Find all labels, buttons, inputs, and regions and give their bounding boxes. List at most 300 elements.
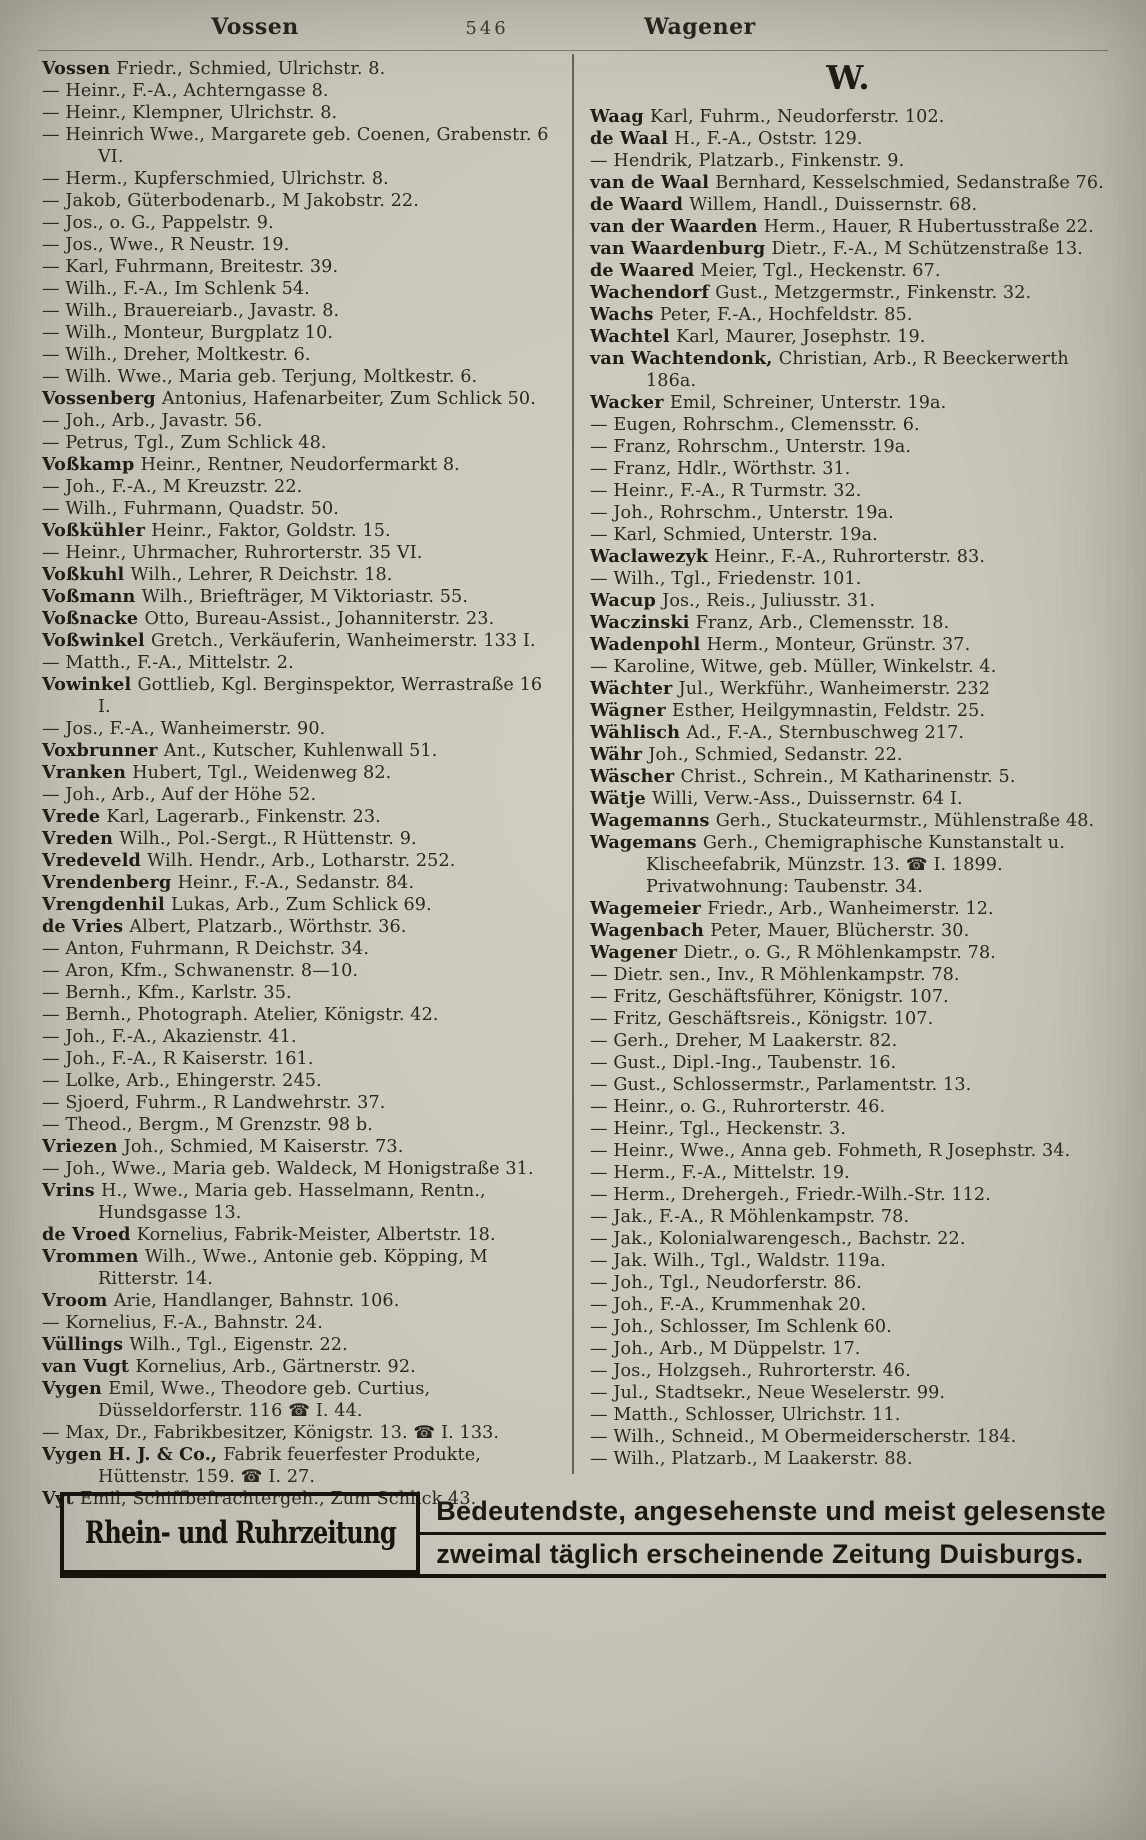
entry-details: H., F.-A., Oststr. 129. — [674, 129, 863, 149]
directory-entry — [42, 256, 556, 278]
entry-details: — Jak., Kolonialwarengesch., Bachstr. 22. — [590, 1229, 966, 1249]
entry-details: — Matth., Schlosser, Ulrichstr. 11. — [590, 1405, 901, 1425]
entry-details: — Wilh., Brauereiarb., Javastr. 8. — [42, 301, 340, 321]
entry-surname: Wagemeier — [590, 898, 708, 919]
directory-entry — [42, 740, 556, 762]
directory-entry — [590, 1096, 1106, 1118]
directory-entry — [590, 238, 1106, 260]
directory-entry — [590, 1162, 1106, 1184]
directory-entry — [42, 916, 556, 938]
entry-details: Jul., Werkführ., Wanheimerstr. 232 — [678, 679, 990, 699]
entry-surname: Vredeveld — [42, 850, 148, 871]
entry-surname: Vrengdenhil — [42, 894, 171, 915]
directory-entry — [42, 1004, 556, 1026]
entry-surname: Voxbrunner — [42, 740, 164, 761]
section-letter: W. — [826, 58, 870, 97]
entry-details: — Heinrich Wwe., Margarete geb. Coenen, Grabenstr. 6 VI. — [42, 125, 549, 167]
entry-details: — Joh., Wwe., Maria geb. Waldeck, M Honigstraße 31. — [42, 1159, 534, 1179]
directory-entry — [42, 1356, 556, 1378]
directory-entry — [590, 194, 1106, 216]
directory-entry — [42, 1180, 556, 1224]
directory-entry — [590, 1008, 1106, 1030]
directory-entry — [590, 1360, 1106, 1382]
entry-surname: Wägner — [590, 700, 673, 721]
entry-details: Albert, Platzarb., Wörthstr. 36. — [129, 917, 407, 937]
header-right-catchword: Wagener — [644, 14, 756, 40]
entry-details: Dietr., o. G., R Möhlenkampstr. 78. — [683, 943, 996, 963]
entry-details: Emil, Schreiner, Unterstr. 19a. — [669, 393, 947, 413]
entry-details: — Jul., Stadtsekr., Neue Weselerstr. 99. — [590, 1383, 946, 1403]
directory-entry — [42, 366, 556, 388]
entry-surname: Voßmann — [42, 586, 142, 607]
entry-details: — Wilh., Monteur, Burgplatz 10. — [42, 323, 334, 343]
entry-surname: Vroom — [42, 1290, 114, 1311]
entry-details: Gottlieb, Kgl. Berginspektor, Werrastraße 16 I. — [98, 675, 543, 717]
entry-surname: Voßkühler — [42, 520, 152, 541]
entry-surname: Wacup — [590, 590, 663, 611]
entry-details: Peter, Mauer, Blücherstr. 30. — [710, 921, 970, 941]
directory-entry — [42, 872, 556, 894]
entry-details: — Wilh., Dreher, Moltkestr. 6. — [42, 345, 311, 365]
entry-details: — Sjoerd, Fuhrm., R Landwehrstr. 37. — [42, 1093, 386, 1113]
directory-entry — [590, 304, 1106, 326]
directory-entry — [42, 1114, 556, 1136]
entry-surname: Wagener — [590, 942, 684, 963]
entry-surname: Wachtel — [590, 326, 677, 347]
directory-entry — [42, 1026, 556, 1048]
entry-surname: Voßwinkel — [42, 630, 151, 651]
directory-entry — [42, 498, 556, 520]
entry-details: — Joh., F.-A., Akazienstr. 41. — [42, 1027, 297, 1047]
directory-entry — [590, 282, 1106, 304]
entry-surname: Vossen — [42, 58, 117, 79]
entry-details: Friedr., Arb., Wanheimerstr. 12. — [707, 899, 994, 919]
entry-details: — Herm., Drehergeh., Friedr.-Wilh.-Str. 112. — [590, 1185, 991, 1205]
entry-details: — Gust., Schlossermstr., Parlamentstr. 13. — [590, 1075, 972, 1095]
directory-entry — [590, 480, 1106, 502]
ad-line-2: zweimal täglich erscheinende Zeitung Duisburgs. — [436, 1538, 1084, 1569]
directory-entry — [42, 410, 556, 432]
entry-details: Dietr., F.-A., M Schützenstraße 13. — [771, 239, 1083, 259]
entry-details: — Franz, Hdlr., Wörthstr. 31. — [590, 459, 851, 479]
entry-details: Willi, Verw.-Ass., Duissernstr. 64 I. — [652, 789, 963, 809]
directory-entry — [590, 898, 1106, 920]
entry-details: Gust., Metzgermstr., Finkenstr. 32. — [715, 283, 1032, 303]
directory-entry — [42, 1378, 556, 1422]
entry-details: — Anton, Fuhrmann, R Deichstr. 34. — [42, 939, 370, 959]
entry-surname: Wadenpohl — [590, 634, 707, 655]
entry-details: Otto, Bureau-Assist., Johanniterstr. 23. — [144, 609, 495, 629]
directory-entry — [590, 348, 1106, 392]
entry-surname: de Waared — [590, 260, 701, 281]
directory-entry — [42, 608, 556, 630]
directory-entry — [42, 388, 556, 410]
entry-details: — Karl, Schmied, Unterstr. 19a. — [590, 525, 878, 545]
entry-details: Herm., Monteur, Grünstr. 37. — [706, 635, 971, 655]
entry-details: — Karl, Fuhrmann, Breitestr. 39. — [42, 257, 339, 277]
entry-surname: de Waard — [590, 194, 690, 215]
entry-details: — Kornelius, F.-A., Bahnstr. 24. — [42, 1313, 323, 1333]
entry-details: — Heinr., o. G., Ruhrorterstr. 46. — [590, 1097, 886, 1117]
directory-entry — [590, 150, 1106, 172]
ad-brand-name: Rhein- und Ruhrzeitung — [84, 1515, 396, 1551]
entry-details: Antonius, Hafenarbeiter, Zum Schlick 50. — [161, 389, 536, 409]
entry-surname: Waczinski — [590, 612, 696, 633]
directory-entry — [42, 1290, 556, 1312]
entry-details: — Karoline, Witwe, geb. Müller, Winkelstr. 4. — [590, 657, 997, 677]
directory-entry — [590, 216, 1106, 238]
directory-entry — [590, 1140, 1106, 1162]
entry-details: H., Wwe., Maria geb. Hasselmann, Rentn., Hundsgasse 13. — [98, 1181, 486, 1223]
entry-surname: Vrommen — [42, 1246, 145, 1267]
entry-details: Joh., Schmied, Sedanstr. 22. — [648, 745, 903, 765]
entry-details: — Jak., F.-A., R Möhlenkampstr. 78. — [590, 1207, 910, 1227]
entry-details: Esther, Heilgymnastin, Feldstr. 25. — [672, 701, 986, 721]
entry-details: Karl, Fuhrm., Neudorferstr. 102. — [649, 107, 945, 127]
directory-entry — [590, 414, 1106, 436]
entry-details: Emil, Schiffbefrachtergeh., Zum Schlick 43. — [79, 1489, 477, 1509]
directory-entry — [42, 344, 556, 366]
entry-details: Wilh., Pol.-Sergt., R Hüttenstr. 9. — [119, 829, 417, 849]
directory-entry — [42, 1136, 556, 1158]
entry-surname: Waag — [590, 106, 650, 127]
entry-surname: Vrendenberg — [42, 872, 178, 893]
directory-entry — [590, 106, 1106, 128]
entry-surname: Vygen — [42, 1378, 109, 1399]
directory-entry — [42, 102, 556, 124]
entry-details: Wilh. Hendr., Arb., Lotharstr. 252. — [147, 851, 456, 871]
directory-entry — [42, 1334, 556, 1356]
entry-details: Heinr., Faktor, Goldstr. 15. — [151, 521, 391, 541]
entry-details: Kornelius, Fabrik-Meister, Albertstr. 18. — [136, 1225, 496, 1245]
entry-details: — Jak. Wilh., Tgl., Waldstr. 119a. — [590, 1251, 886, 1271]
directory-entry — [590, 678, 1106, 700]
entry-surname: Vrins — [42, 1180, 102, 1201]
directory-entry — [590, 436, 1106, 458]
directory-entry — [42, 1048, 556, 1070]
entry-details: — Wilh., Fuhrmann, Quadstr. 50. — [42, 499, 339, 519]
directory-entry — [42, 1444, 556, 1488]
entry-details: Friedr., Schmied, Ulrichstr. 8. — [116, 59, 386, 79]
directory-entry — [42, 454, 556, 476]
entry-details: Ant., Kutscher, Kuhlenwall 51. — [163, 741, 438, 761]
entry-details: — Eugen, Rohrschm., Clemensstr. 6. — [590, 415, 920, 435]
entry-details: Wilh., Wwe., Antonie geb. Köpping, M Ritterstr. 14. — [98, 1247, 488, 1289]
directory-entry — [590, 1052, 1106, 1074]
directory-entry — [590, 1030, 1106, 1052]
entry-surname: van Waardenburg — [590, 238, 772, 259]
entry-details: — Fritz, Geschäftsreis., Königstr. 107. — [590, 1009, 934, 1029]
ad-brand-box — [60, 1492, 420, 1574]
directory-entry — [590, 1272, 1106, 1294]
entry-details: — Joh., Arb., Javastr. 56. — [42, 411, 263, 431]
directory-entry — [42, 1070, 556, 1092]
entry-details: Wilh., Tgl., Eigenstr. 22. — [129, 1335, 348, 1355]
entry-details: — Joh., Arb., Auf der Höhe 52. — [42, 785, 317, 805]
directory-entry — [42, 982, 556, 1004]
directory-entry — [590, 942, 1106, 964]
entry-details: Heinr., F.-A., Sedanstr. 84. — [177, 873, 415, 893]
right-column — [590, 58, 1106, 1470]
directory-entry — [590, 1404, 1106, 1426]
directory-entry — [42, 520, 556, 542]
entry-surname: de Waal — [590, 128, 675, 149]
header-left-catchword: Vossen — [211, 14, 299, 40]
entry-details: — Bernh., Photograph. Atelier, Königstr. 42. — [42, 1005, 439, 1025]
entry-surname: Wächter — [590, 678, 679, 699]
entry-details: — Bernh., Kfm., Karlstr. 35. — [42, 983, 292, 1003]
entry-details: Ad., F.-A., Sternbuschweg 217. — [686, 723, 965, 743]
entry-details: — Wilh., Tgl., Friedenstr. 101. — [590, 569, 862, 589]
entry-surname: Wagemans — [590, 832, 703, 853]
directory-entry — [590, 700, 1106, 722]
entry-details: Lukas, Arb., Zum Schlick 69. — [170, 895, 432, 915]
entry-details: — Heinr., Wwe., Anna geb. Fohmeth, R Josephstr. 34. — [590, 1141, 1071, 1161]
directory-entry — [590, 810, 1106, 832]
directory-entry — [42, 674, 556, 718]
entry-details: Gerh., Stuckateurmstr., Mühlenstraße 48. — [715, 811, 1095, 831]
entry-details: — Heinr., Klempner, Ulrichstr. 8. — [42, 103, 338, 123]
entry-details: Christian, Arb., R Beeckerwerth 186a. — [646, 349, 1069, 391]
entry-surname: Währ — [590, 744, 649, 765]
directory-entry — [590, 832, 1106, 898]
entry-surname: Wagenbach — [590, 920, 711, 941]
entry-details: Kornelius, Arb., Gärtnerstr. 92. — [135, 1357, 416, 1377]
directory-entry — [590, 1338, 1106, 1360]
entry-surname: Vossenberg — [42, 388, 162, 409]
directory-entry — [590, 502, 1106, 524]
directory-entry — [590, 1250, 1106, 1272]
directory-entry — [42, 960, 556, 982]
directory-entry — [590, 1206, 1106, 1228]
entry-details: Joh., Schmied, M Kaiserstr. 73. — [123, 1137, 404, 1157]
directory-entry — [42, 806, 556, 828]
directory-entry — [42, 1422, 556, 1444]
ad-text-block — [420, 1492, 1106, 1574]
entry-surname: Waclawezyk — [590, 546, 715, 567]
directory-entry — [590, 1426, 1106, 1448]
directory-entry — [42, 784, 556, 806]
directory-entry — [590, 458, 1106, 480]
entry-details: Herm., Hauer, R Hubertusstraße 22. — [763, 217, 1094, 237]
entry-details: Meier, Tgl., Heckenstr. 67. — [700, 261, 941, 281]
entry-surname: Voßkuhl — [42, 564, 131, 585]
entry-surname: Vowinkel — [42, 674, 138, 695]
entry-details: — Gust., Dipl.-Ing., Taubenstr. 16. — [590, 1053, 897, 1073]
directory-entry — [42, 80, 556, 102]
directory-entry — [42, 234, 556, 256]
entry-surname: Vrede — [42, 806, 107, 827]
directory-entry — [42, 212, 556, 234]
directory-entry — [590, 590, 1106, 612]
entry-surname: Wätje — [590, 788, 653, 809]
directory-entry — [590, 1184, 1106, 1206]
entry-details: — Petrus, Tgl., Zum Schlick 48. — [42, 433, 327, 453]
entry-details: Gerh., Chemigraphische Kunstanstalt u. Klischeefabrik, Münzstr. 13. ☎ I. 1899. Privatwohnung: Taubenstr. 34. — [646, 833, 1065, 897]
column-divider — [572, 54, 574, 1474]
directory-entry — [42, 1312, 556, 1334]
directory-entry — [590, 766, 1106, 788]
directory-entry — [590, 546, 1106, 568]
directory-entry — [42, 322, 556, 344]
directory-entry — [42, 894, 556, 916]
directory-entry — [590, 964, 1106, 986]
entry-surname: de Vries — [42, 916, 130, 937]
directory-entry — [590, 326, 1106, 348]
entry-details: — Jakob, Güterbodenarb., M Jakobstr. 22. — [42, 191, 419, 211]
entry-details: Arie, Handlanger, Bahnstr. 106. — [113, 1291, 400, 1311]
entry-details: Willem, Handl., Duissernstr. 68. — [689, 195, 978, 215]
directory-entry — [590, 128, 1106, 150]
entry-surname: Vranken — [42, 762, 133, 783]
entry-details: Hubert, Tgl., Weidenweg 82. — [132, 763, 392, 783]
entry-details: — Wilh., F.-A., Im Schlenk 54. — [42, 279, 310, 299]
entry-surname: Wachendorf — [590, 282, 716, 303]
directory-entry — [42, 718, 556, 740]
entry-surname: Wacker — [590, 392, 670, 413]
page-number: 546 — [465, 18, 509, 39]
directory-entry — [42, 300, 556, 322]
header-rule — [38, 50, 1108, 51]
directory-entry — [590, 1074, 1106, 1096]
entry-details: — Heinr., Uhrmacher, Ruhrorterstr. 35 VI. — [42, 543, 423, 563]
entry-details: — Herm., Kupferschmied, Ulrichstr. 8. — [42, 169, 389, 189]
entry-details: — Joh., Rohrschm., Unterstr. 19a. — [590, 503, 894, 523]
directory-entry — [590, 260, 1106, 282]
directory-entry — [42, 652, 556, 674]
entry-details: — Wilh., Schneid., M Obermeiderscherstr. 184. — [590, 1427, 1017, 1447]
entry-surname: Vyt — [42, 1488, 80, 1509]
directory-entry — [42, 762, 556, 784]
entry-surname: Wäscher — [590, 766, 681, 787]
directory-entry — [590, 1448, 1106, 1470]
entry-surname: Voßkamp — [42, 454, 141, 475]
entry-details: — Theod., Bergm., M Grenzstr. 98 b. — [42, 1115, 373, 1135]
entry-details: — Joh., Schlosser, Im Schlenk 60. — [590, 1317, 892, 1337]
entry-details: — Lolke, Arb., Ehingerstr. 245. — [42, 1071, 322, 1091]
directory-entry — [590, 1382, 1106, 1404]
directory-entry — [42, 58, 556, 80]
entry-surname: de Vroed — [42, 1224, 137, 1245]
directory-entry — [590, 524, 1106, 546]
entry-details: Wilh., Lehrer, R Deichstr. 18. — [130, 565, 393, 585]
directory-entry — [42, 190, 556, 212]
directory-entry — [42, 476, 556, 498]
directory-entry — [42, 1224, 556, 1246]
entry-details: Heinr., Rentner, Neudorfermarkt 8. — [140, 455, 460, 475]
entry-details: — Wilh. Wwe., Maria geb. Terjung, Moltkestr. 6. — [42, 367, 478, 387]
directory-entry — [42, 278, 556, 300]
ad-line-1: Bedeutendste, angesehenste und meist gelesenste — [420, 1492, 1106, 1535]
directory-entry — [590, 392, 1106, 414]
directory-entry — [590, 744, 1106, 766]
entry-details: — Heinr., F.-A., R Turmstr. 32. — [590, 481, 862, 501]
entry-details: Franz, Arb., Clemensstr. 18. — [695, 613, 950, 633]
entry-details: Bernhard, Kesselschmied, Sedanstraße 76. — [715, 173, 1104, 193]
entry-surname: Wagemanns — [590, 810, 716, 831]
entry-details: Fabrik feuerfester Produkte, Hüttenstr. 159. ☎ I. 27. — [98, 1445, 481, 1487]
directory-entry — [590, 1228, 1106, 1250]
entry-details: Jos., Reis., Juliusstr. 31. — [662, 591, 876, 611]
entry-details: — Heinr., Tgl., Heckenstr. 3. — [590, 1119, 847, 1139]
entry-details: — Joh., F.-A., R Kaiserstr. 161. — [42, 1049, 314, 1069]
entry-details: — Jos., Wwe., R Neustr. 19. — [42, 235, 290, 255]
entry-details: — Max, Dr., Fabrikbesitzer, Königstr. 13. ☎ I. 133. — [42, 1423, 500, 1443]
entry-details: — Jos., F.-A., Wanheimerstr. 90. — [42, 719, 326, 739]
directory-entry — [590, 986, 1106, 1008]
directory-entry — [590, 1118, 1106, 1140]
directory-entry — [42, 1246, 556, 1290]
directory-entry — [42, 850, 556, 872]
entry-details: — Joh., F.-A., Krummenhak 20. — [590, 1295, 867, 1315]
directory-entry — [42, 1092, 556, 1114]
entry-surname: van Wachtendonk, — [590, 348, 779, 369]
directory-entry — [42, 564, 556, 586]
entry-surname: Wachs — [590, 304, 660, 325]
entry-surname: Vreden — [42, 828, 120, 849]
directory-entry — [42, 938, 556, 960]
entry-details: Christ., Schrein., M Katharinenstr. 5. — [680, 767, 1016, 787]
entry-details: — Jos., o. G., Pappelstr. 9. — [42, 213, 274, 233]
directory-entry — [42, 1158, 556, 1180]
entry-details: — Matth., F.-A., Mittelstr. 2. — [42, 653, 294, 673]
entry-surname: Vüllings — [42, 1334, 130, 1355]
directory-entry — [42, 828, 556, 850]
entry-details: — Hendrik, Platzarb., Finkenstr. 9. — [590, 151, 905, 171]
entry-details: — Joh., Tgl., Neudorferstr. 86. — [590, 1273, 862, 1293]
entry-details: — Joh., F.-A., M Kreuzstr. 22. — [42, 477, 303, 497]
entry-details: — Wilh., Platzarb., M Laakerstr. 88. — [590, 1449, 913, 1469]
entry-details: Peter, F.-A., Hochfeldstr. 85. — [659, 305, 913, 325]
entry-details: — Gerh., Dreher, M Laakerstr. 82. — [590, 1031, 898, 1051]
left-column — [42, 58, 556, 1510]
entry-details: Karl, Maurer, Josephstr. 19. — [676, 327, 926, 347]
entry-details: Emil, Wwe., Theodore geb. Curtius, Düsseldorferstr. 116 ☎ I. 44. — [98, 1379, 431, 1421]
directory-entry — [42, 168, 556, 190]
entry-surname: van Vugt — [42, 1356, 136, 1377]
directory-entry — [590, 920, 1106, 942]
entry-details: Heinr., F.-A., Ruhrorterstr. 83. — [714, 547, 986, 567]
entry-details: — Aron, Kfm., Schwanenstr. 8—10. — [42, 961, 359, 981]
entry-details: — Jos., Holzgseh., Ruhrorterstr. 46. — [590, 1361, 911, 1381]
entry-details: — Herm., F.-A., Mittelstr. 19. — [590, 1163, 850, 1183]
entry-details: — Fritz, Geschäftsführer, Königstr. 107. — [590, 987, 949, 1007]
directory-entry — [590, 634, 1106, 656]
entry-surname: Vygen H. J. & Co., — [42, 1444, 224, 1465]
entry-surname: van der Waarden — [590, 216, 764, 237]
entry-details: Wilh., Briefträger, M Viktoriastr. 55. — [141, 587, 469, 607]
directory-entry — [590, 568, 1106, 590]
directory-entry — [590, 788, 1106, 810]
entry-surname: Vriezen — [42, 1136, 124, 1157]
directory-entry — [590, 1316, 1106, 1338]
directory-entry — [42, 630, 556, 652]
entry-surname: Voßnacke — [42, 608, 145, 629]
entry-details: — Heinr., F.-A., Achterngasse 8. — [42, 81, 329, 101]
entry-details: — Dietr. sen., Inv., R Möhlenkampstr. 78. — [590, 965, 960, 985]
directory-entry — [590, 1294, 1106, 1316]
entry-surname: van de Waal — [590, 172, 716, 193]
directory-entry — [42, 124, 556, 168]
directory-entry — [42, 586, 556, 608]
entry-details: Karl, Lagerarb., Finkenstr. 23. — [106, 807, 381, 827]
entry-details: Gretch., Verkäuferin, Wanheimerstr. 133 I. — [150, 631, 536, 651]
entry-details: — Joh., Arb., M Düppelstr. 17. — [590, 1339, 861, 1359]
entry-surname: Wählisch — [590, 722, 687, 743]
directory-entry — [590, 722, 1106, 744]
directory-entry — [590, 172, 1106, 194]
directory-entry — [590, 612, 1106, 634]
